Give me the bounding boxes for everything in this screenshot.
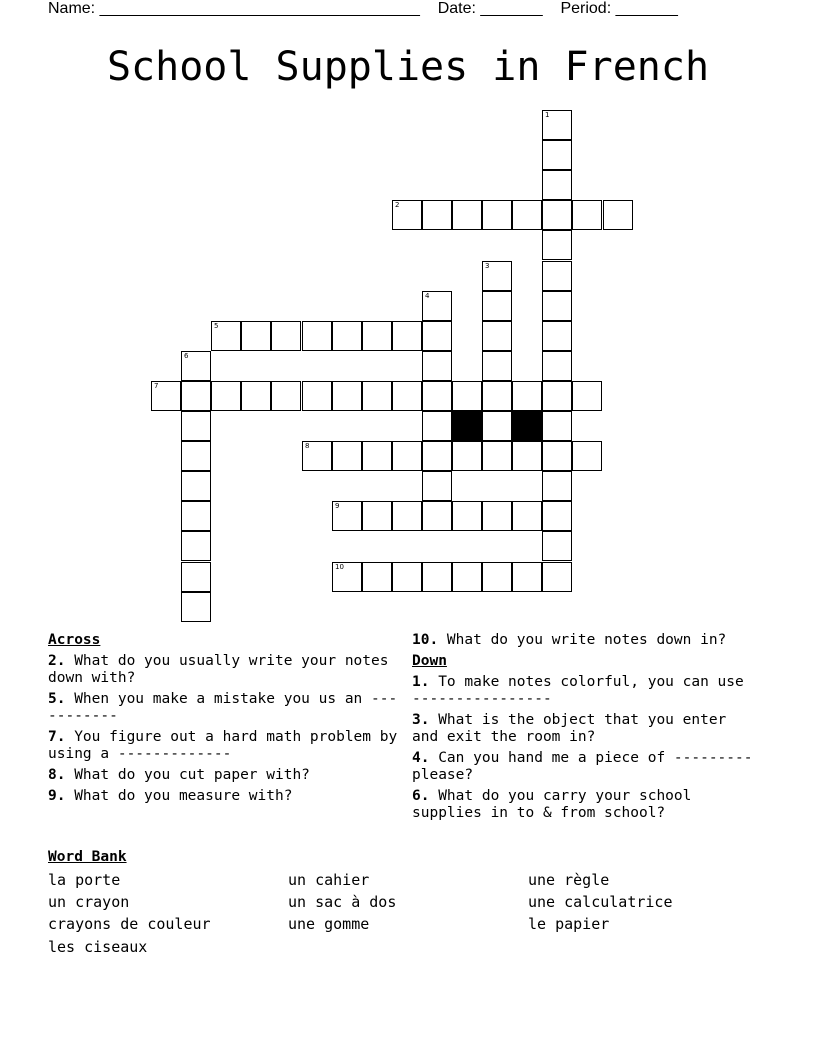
clue-text: What do you write notes down in? [438, 632, 727, 648]
word-bank-item: une règle [528, 871, 610, 889]
crossword-cell[interactable] [572, 381, 602, 411]
crossword-cell[interactable] [452, 441, 482, 471]
across-clues-col1 [48, 632, 400, 809]
clue-down-3 [412, 712, 757, 746]
clue-number: 9. [48, 788, 66, 804]
clue-number-label: 7 [154, 382, 159, 390]
crossword-cell[interactable] [181, 351, 211, 381]
clue-number-label: 9 [335, 502, 340, 510]
crossword-cell[interactable] [482, 501, 512, 531]
clue-number-label: 4 [425, 292, 430, 300]
word-bank-item: le papier [528, 915, 610, 933]
crossword-cell[interactable] [542, 411, 572, 441]
crossword-cell[interactable] [542, 200, 572, 230]
crossword-cell[interactable] [542, 230, 572, 260]
crossword-cell[interactable] [542, 291, 572, 321]
clue-across-8 [48, 767, 400, 784]
crossword-cell[interactable] [422, 321, 452, 351]
clue-number: 8. [48, 767, 66, 783]
clue-number: 10. [412, 632, 439, 648]
clue-across-9 [48, 788, 400, 805]
word-bank-heading: Word Bank [48, 849, 127, 865]
clue-down-6 [412, 788, 757, 822]
crossword-cell[interactable] [542, 501, 572, 531]
clue-text: What is the object that you enter and exit the room in? [412, 712, 727, 745]
crossword-cell[interactable] [181, 471, 211, 501]
crossword-cell[interactable] [181, 531, 211, 561]
crossword-cell[interactable] [482, 200, 512, 230]
crossword-cell[interactable] [181, 562, 211, 592]
crossword-block [452, 411, 482, 441]
crossword-cell[interactable] [271, 321, 301, 351]
crossword-cell[interactable] [572, 441, 602, 471]
word-bank-item: un crayon [48, 893, 130, 911]
crossword-cell[interactable] [362, 381, 392, 411]
crossword-cell[interactable] [512, 441, 542, 471]
crossword-cell[interactable] [181, 501, 211, 531]
clue-number-label: 8 [305, 442, 310, 450]
word-bank-item: une gomme [288, 915, 370, 933]
crossword-cell[interactable] [542, 261, 572, 291]
clue-across-2 [48, 653, 400, 687]
crossword-cell[interactable] [181, 381, 211, 411]
crossword-cell[interactable] [241, 381, 271, 411]
crossword-cell[interactable] [392, 441, 422, 471]
crossword-cell[interactable] [422, 381, 452, 411]
crossword-cell[interactable] [422, 562, 452, 592]
crossword-cell[interactable] [482, 562, 512, 592]
word-bank-item: la porte [48, 871, 121, 889]
crossword-cell[interactable] [362, 501, 392, 531]
crossword-cell[interactable] [271, 381, 301, 411]
crossword-cell[interactable] [422, 441, 452, 471]
clue-number-label: 10 [335, 563, 344, 571]
crossword-cell[interactable] [302, 381, 332, 411]
clue-number: 5. [48, 691, 66, 707]
clue-number-label: 5 [214, 322, 219, 330]
crossword-cell[interactable] [362, 321, 392, 351]
crossword-cell[interactable] [542, 351, 572, 381]
crossword-cell[interactable] [542, 531, 572, 561]
crossword-cell[interactable] [181, 441, 211, 471]
word-bank-item: crayons de couleur [48, 915, 211, 933]
clue-text: To make notes colorful, you can use ---------------- [412, 674, 744, 707]
crossword-cell[interactable] [422, 501, 452, 531]
crossword-cell[interactable] [482, 381, 512, 411]
crossword-cell[interactable] [512, 501, 542, 531]
crossword-cell[interactable] [332, 562, 362, 592]
clues-col2 [412, 632, 757, 826]
crossword-cell[interactable] [542, 471, 572, 501]
crossword-cell[interactable] [512, 562, 542, 592]
crossword-cell[interactable] [542, 140, 572, 170]
crossword-cell[interactable] [392, 381, 422, 411]
crossword-cell[interactable] [482, 441, 512, 471]
down-heading: Down [412, 653, 447, 669]
clue-text: Can you hand me a piece of --------- please? [412, 750, 753, 783]
clue-number-label: 6 [184, 352, 189, 360]
clue-number-label: 1 [545, 111, 550, 119]
crossword-cell[interactable] [362, 562, 392, 592]
clue-text: What do you usually write your notes down with? [48, 653, 389, 686]
word-bank-item: une calculatrice [528, 893, 673, 911]
crossword-cell[interactable] [392, 501, 422, 531]
crossword-cell[interactable] [422, 291, 452, 321]
clue-down-1 [412, 674, 757, 708]
crossword-cell[interactable] [452, 381, 482, 411]
crossword-cell[interactable] [332, 441, 362, 471]
crossword-cell[interactable] [392, 200, 422, 230]
clue-number: 3. [412, 712, 430, 728]
crossword-cell[interactable] [422, 471, 452, 501]
crossword-cell[interactable] [181, 592, 211, 622]
crossword-cell[interactable] [603, 200, 633, 230]
crossword-cell[interactable] [151, 381, 181, 411]
word-bank-item: les ciseaux [48, 938, 148, 956]
clue-text: What do you carry your school supplies in to & from school? [412, 788, 692, 821]
crossword-cell[interactable] [482, 411, 512, 441]
clue-text: When you make a mistake you us an ----------- [48, 691, 398, 724]
crossword-cell[interactable] [422, 351, 452, 381]
crossword-cell[interactable] [422, 200, 452, 230]
crossword-cell[interactable] [392, 321, 422, 351]
crossword-cell[interactable] [452, 562, 482, 592]
clue-number-label: 3 [485, 262, 490, 270]
crossword-cell[interactable] [512, 200, 542, 230]
crossword-cell[interactable] [482, 321, 512, 351]
crossword-cell[interactable] [211, 321, 241, 351]
crossword-cell[interactable] [241, 321, 271, 351]
crossword-cell[interactable] [302, 441, 332, 471]
crossword-cell[interactable] [482, 291, 512, 321]
crossword-cell[interactable] [512, 381, 542, 411]
crossword-cell[interactable] [542, 381, 572, 411]
clue-number: 7. [48, 729, 66, 745]
word-bank-item: un sac à dos [288, 893, 397, 911]
clue-number: 6. [412, 788, 430, 804]
clue-number: 1. [412, 674, 430, 690]
crossword-cell[interactable] [542, 321, 572, 351]
clue-across-7 [48, 729, 400, 763]
crossword-cell[interactable] [181, 411, 211, 441]
crossword-cell[interactable] [572, 200, 602, 230]
clue-text: What do you measure with? [65, 788, 293, 804]
crossword-cell[interactable] [302, 321, 332, 351]
clue-number-label: 2 [395, 201, 400, 209]
crossword-cell[interactable] [482, 261, 512, 291]
crossword-cell[interactable] [542, 562, 572, 592]
clue-across-5 [48, 691, 400, 725]
clue-number: 4. [412, 750, 430, 766]
crossword-cell[interactable] [332, 321, 362, 351]
clue-down-4 [412, 750, 757, 784]
crossword-cell[interactable] [362, 441, 392, 471]
crossword-cell[interactable] [452, 501, 482, 531]
clue-text: You figure out a hard math problem by using a ------------- [48, 729, 398, 762]
crossword-cell[interactable] [392, 562, 422, 592]
clue-number: 2. [48, 653, 66, 669]
across-heading: Across [48, 632, 101, 648]
word-bank-item: un cahier [288, 871, 370, 889]
crossword-block [512, 411, 542, 441]
crossword-cell[interactable] [332, 501, 362, 531]
crossword-cell[interactable] [452, 200, 482, 230]
crossword-cell[interactable] [542, 441, 572, 471]
crossword-cell[interactable] [482, 351, 512, 381]
clue-text: What do you cut paper with? [65, 767, 310, 783]
crossword-cell[interactable] [542, 110, 572, 140]
crossword-cell[interactable] [211, 381, 241, 411]
clue-across-10 [412, 632, 757, 649]
student-info-line: Name: ____________________________________ Date: _______ Period: _______ [48, 0, 678, 17]
crossword-cell[interactable] [422, 411, 452, 441]
crossword-cell[interactable] [542, 170, 572, 200]
crossword-cell[interactable] [332, 381, 362, 411]
page-title: School Supplies in French [106, 44, 710, 90]
